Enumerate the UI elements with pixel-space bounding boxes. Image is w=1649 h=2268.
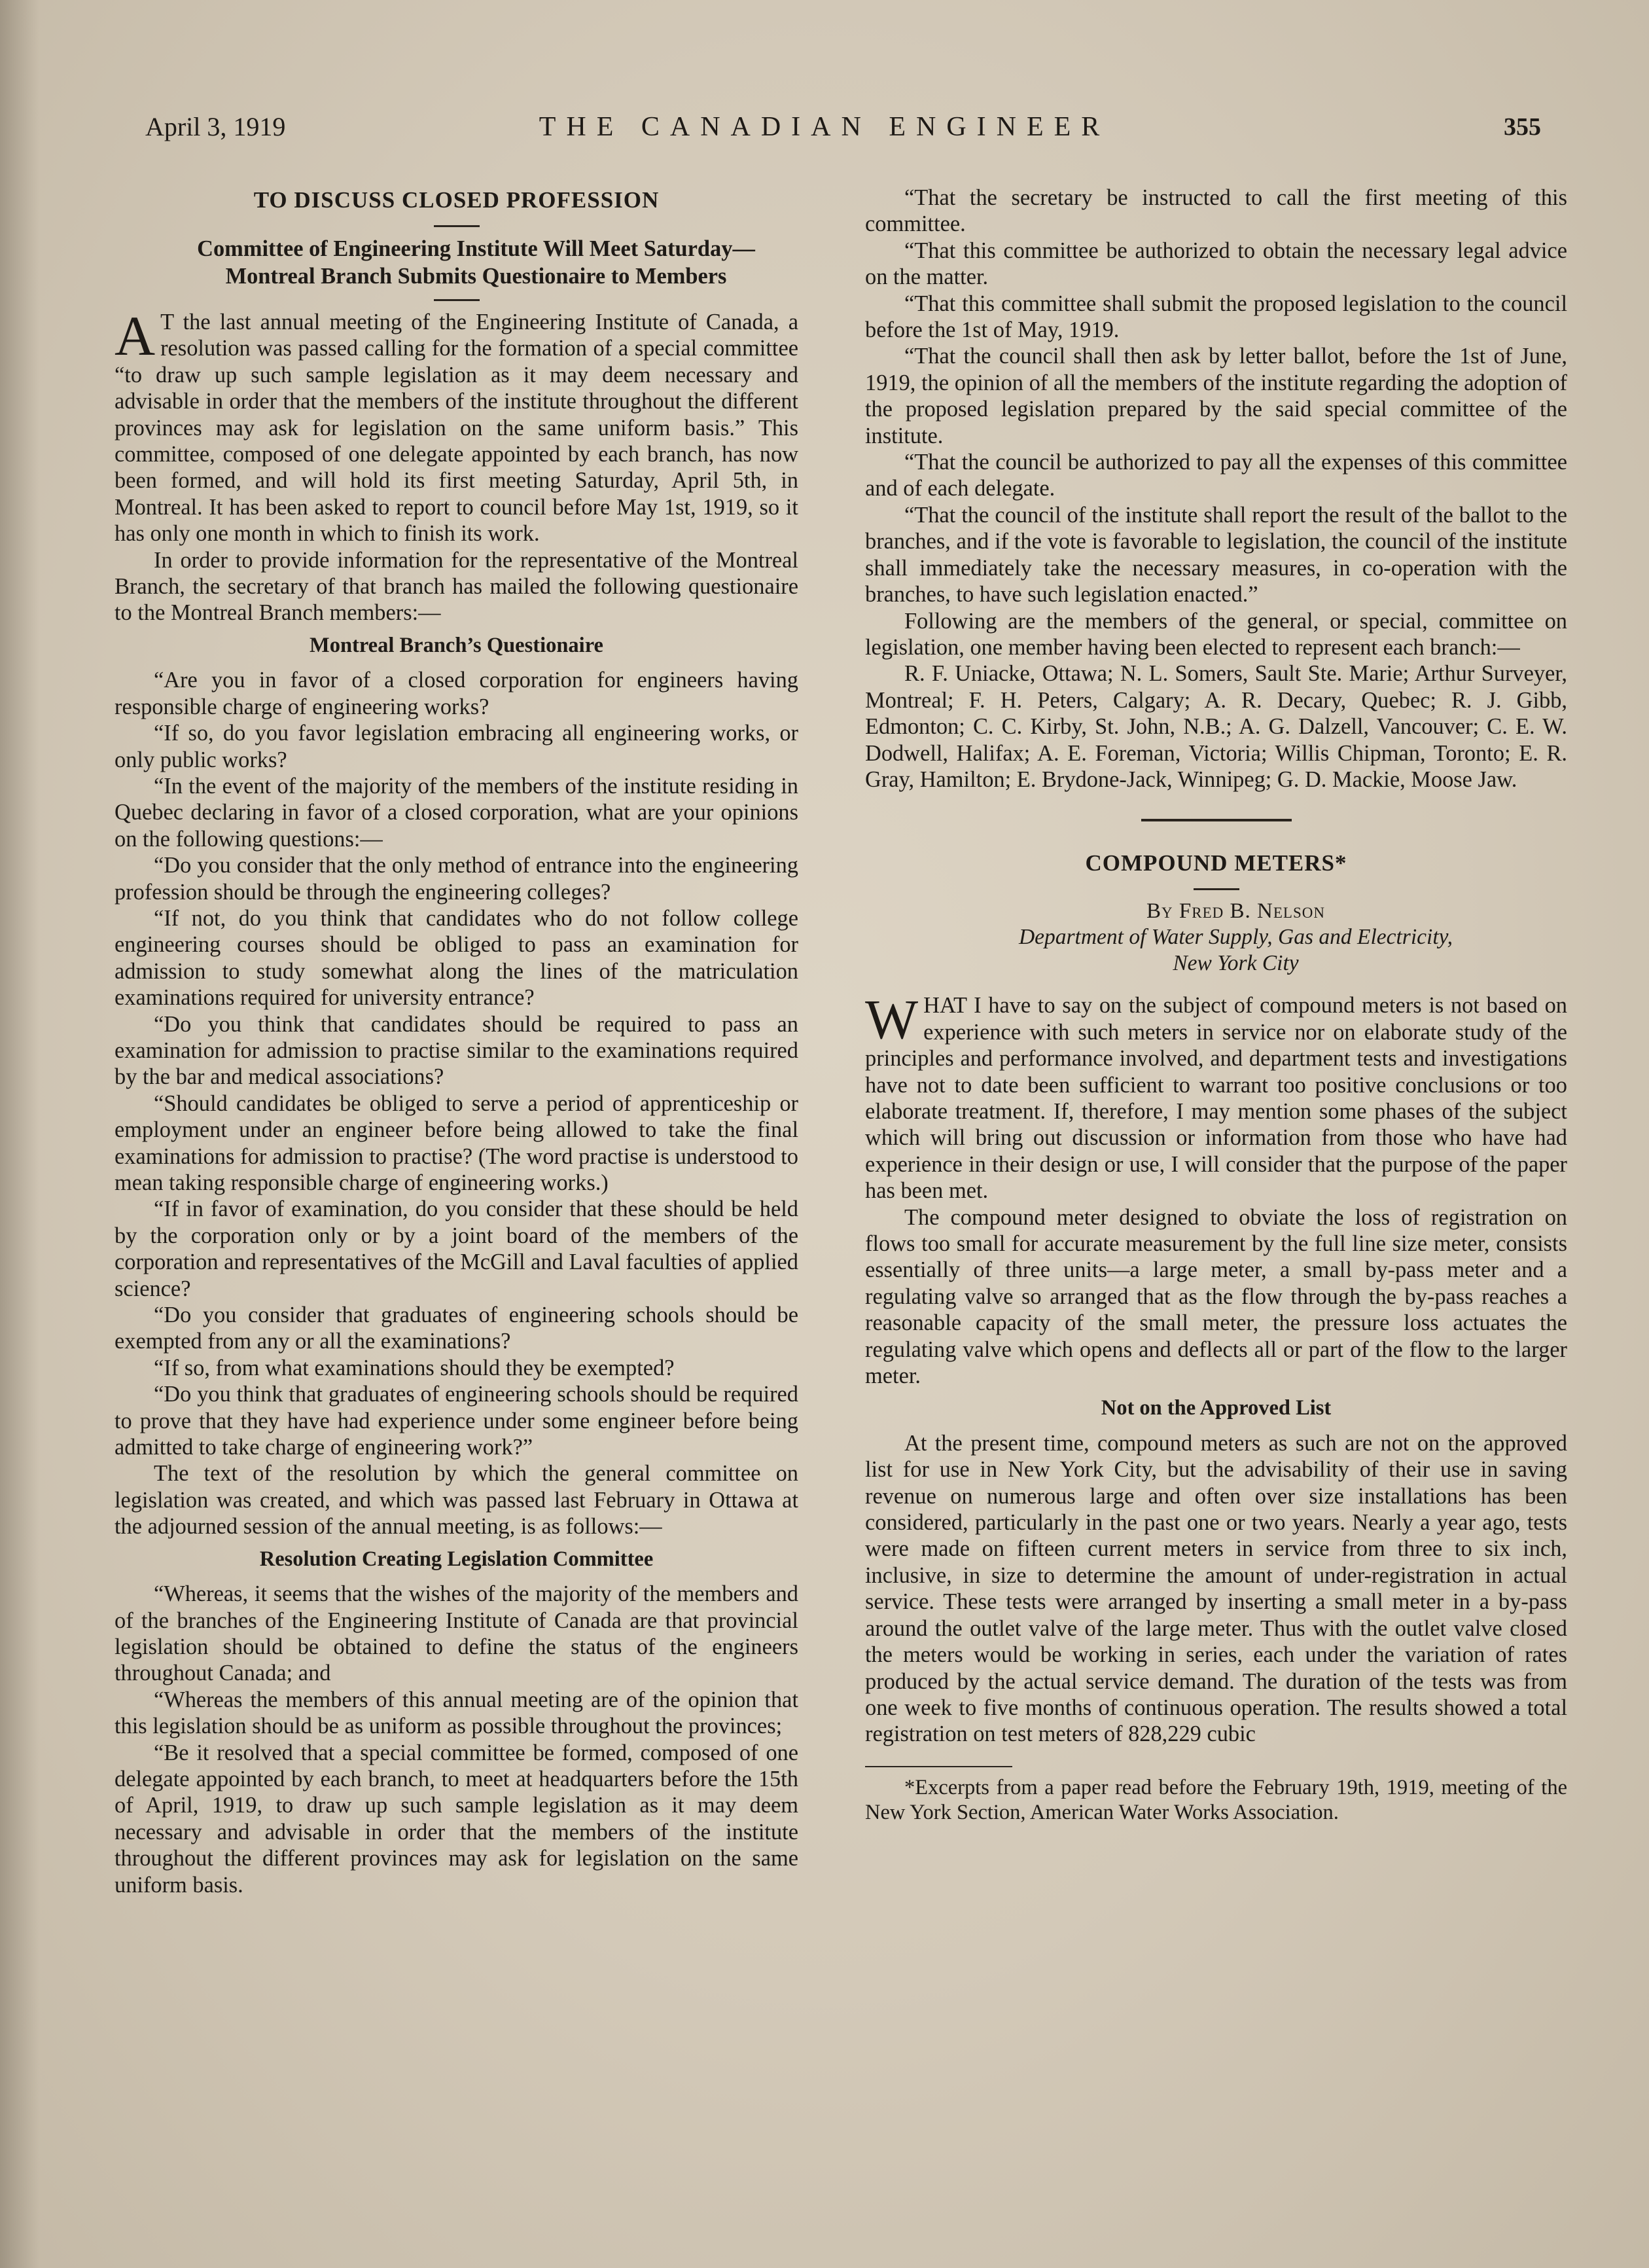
drop-cap: A [115, 304, 156, 367]
question-item: “Do you consider that the only method of entrance into the engineering profession should be through the engineering colleges? [115, 853, 798, 905]
affiliation-line-2: New York City [1173, 951, 1299, 976]
question-item: “In the event of the majority of the members of the institute residing in Quebec declaring in favor of a closed corporation, what are your opinions on the following questions:— [115, 773, 798, 852]
question-item: “Should candidates be obliged to serve a period of apprenticeship or employment under an engineer before being allowed to take the final examinations for admission to practise? (The word practise is understood to mean taking responsible charge of engineering works.) [115, 1090, 798, 1195]
question-item: “Do you consider that graduates of engineering schools should be exempted from any or all the examinations? [115, 1303, 798, 1354]
question-item: “If so, from what examinations should they be exempted? [154, 1355, 675, 1380]
article-title-compound-meters: COMPOUND METERS* [1085, 850, 1347, 876]
resolution-paragraph: “That the council shall then ask by letter ballot, before the 1st of June, 1919, the opinion of all the members of the institute regarding the adoption of the proposed legislation prepared by the said special committee of the institute. [865, 344, 1567, 448]
byline [865, 898, 1567, 924]
subhead-questionaire: Montreal Branch’s Questionaire [310, 633, 603, 657]
question-item: “Are you in favor of a closed corporation for engineers having responsible charge of engineering works? [115, 668, 798, 719]
resolution-list-right [865, 185, 1567, 608]
resolution-paragraph: “Whereas, it seems that the wishes of the majority of the members and of the branches of the Engineering Institute of Canada are that provincial legislation should be obtained to define the status of the engineers throughout Canada; and [115, 1581, 798, 1686]
meters-paragraph-2: The compound meter designed to obviate the loss of registration on flows too small for accurate measurement by the full line size meter, consists essentially of three units—a large meter, a small by-pass meter and a regulating valve so arranged that as the flow through the by-pass reaches a reasonable capacity of the small meter, the pressure loss actuates the regulating valve which opens and deflects all or part of the flow to the larger meter. [865, 1204, 1567, 1389]
author-name: By Fred B. Nelson [1146, 899, 1325, 924]
drop-cap: W [865, 988, 919, 1051]
affiliation-line-1: Department of Water Supply, Gas and Electricity, [1018, 925, 1453, 950]
meters-intro-text: HAT I have to say on the subject of compound meters is not based on experience with such meters in service nor on elaborate study of the principles and performance involved, and department tests and investigations have not to date been sufficient to warrant too positive conclusions or too elaborate treatment. If, therefore, I may mention some phases of the subject which will bring out discussion or information from those who have had experience in their design or use, I will consider that the purpose of the paper has been met. [865, 993, 1567, 1204]
questionaire-intro-paragraph: In order to provide information for the representative of the Montreal Branch, the secretary of that branch has mailed the following questionaire to the Montreal Branch members:— [115, 547, 798, 626]
footnote: *Excerpts from a paper read before the February 19th, 1919, meeting of the New York Section, American Water Works Association. [865, 1775, 1567, 1824]
article-separator-rule [1141, 819, 1292, 821]
resolution-paragraph: “Be it resolved that a special committee be formed, composed of one delegate appointed by each branch, to meet at headquarters before the 15th of April, 1919, to draw up such sample legislation as it may deem necessary and advisable in order that the members of the institute throughout the different provinces may ask for legislation on the same uniform basis. [115, 1740, 798, 1898]
page-edge-shadow [0, 0, 39, 2268]
left-column [115, 185, 798, 1898]
resolution-paragraph: “Whereas the members of this annual meeting are of the opinion that this legislation should be as uniform as possible throughout the provinces; [115, 1687, 798, 1739]
members-intro-paragraph: Following are the members of the general, or special, committee on legislation, one member having been elected to represent each branch:— [865, 608, 1567, 660]
deck-divider [434, 299, 480, 301]
question-item: “Do you think that graduates of engineering schools should be required to prove that they have had experience under some engineer before being admitted to take charge of engineering work?” [115, 1382, 798, 1460]
questionaire-list [115, 667, 798, 1460]
resolution-paragraph: “That the secretary be instructed to call the first meeting of this committee. [865, 185, 1567, 237]
question-item: “If not, do you think that candidates who do not follow college engineering courses should be obliged to pass an examination for admission to study somewhat along the lines of the matriculation examinations required for university entrance? [115, 905, 798, 1011]
journal-title: THE CANADIAN ENGINEER [539, 112, 1110, 142]
resolution-list-left [115, 1581, 798, 1898]
resolution-paragraph: “That the council be authorized to pay all the expenses of this committee and of each delegate. [865, 450, 1567, 501]
right-column [865, 185, 1567, 1825]
deck-line-1: Committee of Engineering Institute Will Meet Saturday— [197, 236, 755, 261]
title-divider [1194, 888, 1239, 890]
byline-spacer [865, 977, 1567, 992]
meters-paragraph-3: At the present time, compound meters as such are not on the approved list for use in New York City, but the advisability of their use in saving revenue on numerous large and often over size installations has been considered, particularly in the past one or two years. Nearly a year ago, tests were made on fifteen current meters in service from three to six inch, inclusive, in size to determine the amount of under-registration in actual service. These tests were arranged by inserting a small meter in a by-pass around the outlet valve of the large meter. Thus with the outlet valve closed the meters would be working in series, each under the variation of rates produced by the actual service demand. The duration of the tests was from one week to five months of continuous operation. The results showed a total registration on test meters of 828,229 cubic [865, 1430, 1567, 1747]
question-item: “If in favor of examination, do you consider that these should be held by the corporation only or by a joint board of the members of the corporation and representatives of the McGill and Laval faculties of applied science? [115, 1197, 798, 1301]
members-list-paragraph: R. F. Uniacke, Ottawa; N. L. Somers, Sault Ste. Marie; Arthur Surveyer, Montreal; F. H. Peters, Calgary; A. R. Decary, Quebec; R. J. Gibb, Edmonton; C. C. Kirby, St. John, N.B.; A. G. Dalzell, Vancouver; C. E. W. Dodwell, Halifax; A. E. Foreman, Victoria; Willis Chipman, Toronto; E. R. Gray, Hamilton; E. Brydone-Jack, Winnipeg; G. D. Mackie, Moose Jaw. [865, 661, 1567, 792]
resolution-intro-paragraph: The text of the resolution by which the general committee on legislation was created, and which was passed last February in Ottawa at the adjourned session of the annual meeting, is as follows:— [115, 1461, 798, 1539]
subhead-approved-list: Not on the Approved List [1101, 1396, 1332, 1420]
deck-line-2: Montreal Branch Submits Questionaire to Members [225, 264, 727, 289]
page-number: 355 [1504, 113, 1541, 141]
resolution-paragraph: “That this committee be authorized to obtain the necessary legal advice on the matter. [865, 238, 1567, 290]
article-title-closed-profession: TO DISCUSS CLOSED PROFESSION [253, 187, 660, 213]
question-item: “Do you think that candidates should be required to pass an examination for admission to practise similar to the examinations required by the bar and medical associations? [115, 1011, 798, 1090]
subhead-resolution: Resolution Creating Legislation Committee [259, 1547, 654, 1571]
running-header [0, 111, 1649, 151]
title-divider [434, 225, 480, 227]
question-item: “If so, do you favor legislation embracing all engineering works, or only public works? [115, 721, 798, 772]
meters-intro-paragraph [865, 988, 1567, 1204]
resolution-paragraph: “That this committee shall submit the proposed legislation to the council before the 1st of May, 1919. [865, 291, 1567, 343]
intro-text: T the last annual meeting of the Engineering Institute of Canada, a resolution was passed calling for the formation of a special committee “to draw up such sample legislation as it may deem necessary and advisable in order that the members of the institute throughout the different provinces may ask for legislation on the same uniform basis.” This committee, composed of one delegate appointed by each branch, has now been formed, and will hold its first meeting Saturday, April 5th, in Montreal. It has been asked to report to council before May 1st, 1919, so it has only one month in which to finish its work. [115, 310, 798, 547]
issue-date: April 3, 1919 [145, 112, 286, 141]
intro-paragraph [115, 304, 798, 547]
resolution-paragraph: “That the council of the institute shall report the result of the ballot to the branches, and if the vote is favorable to legislation, the council of the institute shall immediately take the necessary measures, in co-operation with the branches, to have such legislation enacted.” [865, 502, 1567, 607]
footnote-rule [865, 1766, 1012, 1767]
